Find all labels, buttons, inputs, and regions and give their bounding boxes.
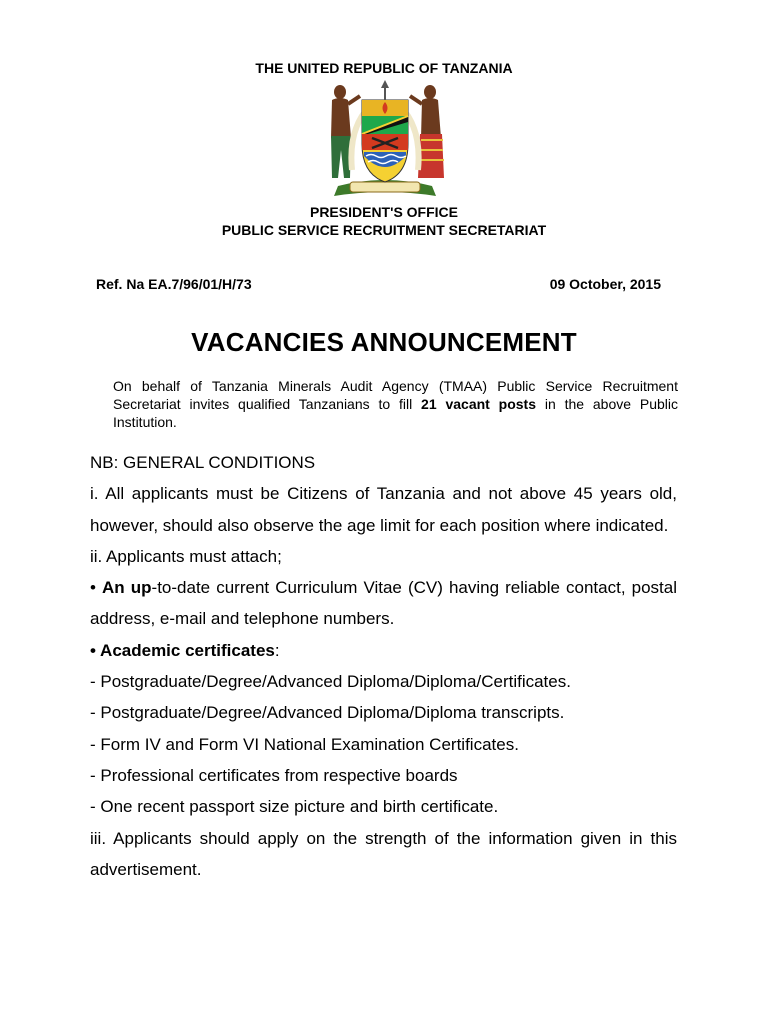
cv-bullet: •: [90, 578, 96, 598]
conditions-heading: NB: GENERAL CONDITIONS: [90, 453, 316, 472]
intro-highlight: 21 vacant posts: [421, 396, 536, 412]
country-heading: THE UNITED REPUBLIC OF TANZANIA: [255, 60, 513, 76]
attachment-item: - One recent passport size picture and birth certificate.: [90, 797, 499, 817]
conditions-section: [90, 447, 677, 885]
condition-item-ii: ii. Applicants must attach;: [90, 546, 282, 566]
cv-requirement: [90, 572, 677, 635]
reference-date: 09 October, 2015: [549, 276, 661, 292]
condition-item-iii: iii. Applicants should apply on the strength of the information given in this advertisement.: [90, 828, 677, 879]
reference-number: Ref. Na EA.7/96/01/H/73: [96, 276, 252, 292]
coat-of-arms-emblem: [318, 78, 452, 202]
intro-text-before: On behalf of Tanzania Minerals Audit Agency (TMAA) Public Service Recruitment Secretariat invites qualified Tanzanians to fill: [113, 378, 678, 412]
academic-heading-colon: :: [274, 640, 280, 660]
attachment-item: - Postgraduate/Degree/Advanced Diploma/Diploma transcripts.: [90, 703, 565, 723]
cv-bold-text: An up: [102, 578, 152, 598]
intro-text-after: in the above Public Institution.: [113, 396, 678, 430]
attachment-item: - Professional certificates from respective boards: [90, 765, 458, 785]
cv-rest-text: -to-date current Curriculum Vitae (CV) having reliable contact, postal address, e-mail and telephone numbers.: [90, 578, 677, 629]
page-title: VACANCIES ANNOUNCEMENT: [191, 327, 577, 357]
academic-certificates-heading: [90, 635, 677, 666]
intro-paragraph: [113, 377, 678, 431]
office-heading: PRESIDENT'S OFFICE: [309, 204, 458, 220]
secretariat-heading: PUBLIC SERVICE RECRUITMENT SECRETARIAT: [221, 222, 547, 238]
attachment-item: - Postgraduate/Degree/Advanced Diploma/Diploma/Certificates.: [90, 672, 571, 692]
condition-item-i: i. All applicants must be Citizens of Tanzania and not above 45 years old, however, should also observe the age limit for each position where indicated.: [90, 484, 677, 535]
attachment-item: - Form IV and Form VI National Examination Certificates.: [90, 734, 519, 754]
academic-heading-text: • Academic certificates: [90, 640, 275, 660]
